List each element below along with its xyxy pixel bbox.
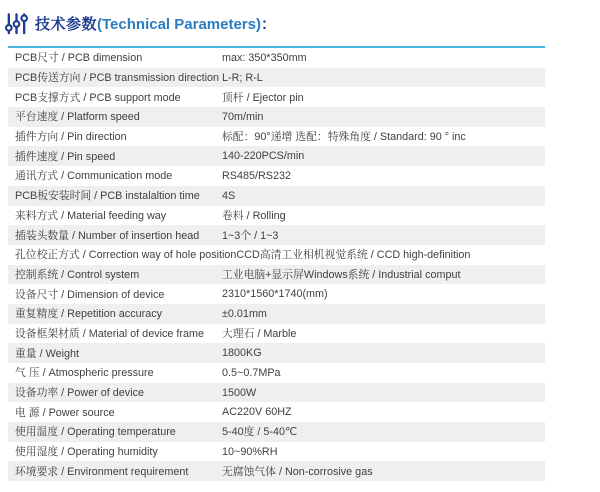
table-row <box>8 383 545 403</box>
param-label: PCB板安装时间 / PCB instalaltion time <box>15 190 200 203</box>
param-label: 来料方式 / Material feeding way <box>15 209 167 222</box>
table-row <box>8 48 545 68</box>
param-label: 控制系统 / Control system <box>15 268 140 281</box>
sliders-icon <box>5 12 28 35</box>
param-value: 70m/min <box>222 110 264 123</box>
param-label: 通讯方式 / Communication mode <box>15 170 173 183</box>
param-label: 使用温度 / Operating temperature <box>15 426 176 439</box>
param-label: 插装头数量 / Number of insertion head <box>15 229 200 242</box>
param-label: 设备尺寸 / Dimension of device <box>15 288 165 301</box>
param-value: ±0.01mm <box>222 307 267 320</box>
param-value: max: 350*350mm <box>222 51 307 64</box>
table-row <box>8 166 545 186</box>
table-row <box>8 245 545 265</box>
page-title-colon: ： <box>260 15 276 33</box>
param-value: 1~3个 / 1~3 <box>222 229 279 242</box>
table-row <box>8 265 545 285</box>
table-row <box>8 146 545 166</box>
param-label: 重复精度 / Repetition accuracy <box>15 308 163 321</box>
table-row <box>8 225 545 245</box>
param-value: 1800KG <box>222 347 262 360</box>
param-label: 设备框架材质 / Material of device frame <box>15 327 204 340</box>
table-row <box>8 324 545 344</box>
table-row <box>8 284 545 304</box>
param-label: 孔位校正方式 / Correction way of hole position <box>15 249 237 262</box>
table-row <box>8 422 545 442</box>
param-value: 10~90%RH <box>222 445 278 458</box>
page-title-en: (Technical Parameters) <box>97 15 261 33</box>
param-value: 5-40度 / 5-40℃ <box>222 426 298 439</box>
page-title-zh: 技术参数 <box>35 15 98 33</box>
param-value: 大理石 / Marble <box>222 327 297 340</box>
table-row <box>8 68 545 88</box>
param-label: 平台速度 / Platform speed <box>15 111 140 124</box>
param-value: AC220V 60HZ <box>222 406 292 419</box>
param-value: 卷料 / Rolling <box>222 209 286 222</box>
param-value: RS485/RS232 <box>222 169 292 182</box>
table-row <box>8 442 545 462</box>
param-value: CCD高清工业相机视觉系统 / CCD high-definition <box>236 249 471 262</box>
param-label: PCB尺寸 / PCB dimension <box>15 52 143 65</box>
table-row <box>8 402 545 422</box>
table-row <box>8 343 545 363</box>
param-label: 插件速度 / Pin speed <box>15 150 116 163</box>
table-row <box>8 363 545 383</box>
param-value: 4S <box>222 189 236 202</box>
param-value: 标配：90°递增 选配：特殊角度 / Standard: 90 ° inc <box>222 131 466 144</box>
param-value: L-R; R-L <box>222 71 263 84</box>
param-label: PCB支撑方式 / PCB support mode <box>15 91 181 104</box>
param-label: 重量 / Weight <box>15 347 80 360</box>
param-label: 插件方向 / Pin direction <box>15 131 127 144</box>
table-row <box>8 107 545 127</box>
param-label: 电 源 / Power source <box>15 406 115 419</box>
table-row <box>8 304 545 324</box>
param-value: 140-220PCS/min <box>222 150 305 163</box>
param-label: 气 压 / Atmospheric pressure <box>15 367 154 380</box>
table-row <box>8 127 545 147</box>
param-value: 无腐蚀气体 / Non-corrosive gas <box>222 465 373 478</box>
param-value: 2310*1560*1740(mm) <box>222 288 328 301</box>
param-value: 1500W <box>222 386 257 399</box>
param-value: 0.5~0.7MPa <box>222 366 281 379</box>
param-label: 使用湿度 / Operating humidity <box>15 446 158 459</box>
table-row <box>8 461 545 481</box>
param-label: 环境要求 / Environment requirement <box>15 465 189 478</box>
table-row <box>8 87 545 107</box>
param-label: 设备功率 / Power of device <box>15 387 145 400</box>
param-value: 顶杆 / Ejector pin <box>222 91 304 104</box>
page-title <box>35 13 276 34</box>
table-row <box>8 186 545 206</box>
section-header <box>5 10 276 36</box>
param-value: 工业电脑+显示屏Windows系统 / Industrial comput <box>222 268 461 281</box>
spec-table <box>8 46 545 481</box>
param-label: PCB传送方向 / PCB transmission direction <box>15 72 219 85</box>
table-row <box>8 206 545 226</box>
